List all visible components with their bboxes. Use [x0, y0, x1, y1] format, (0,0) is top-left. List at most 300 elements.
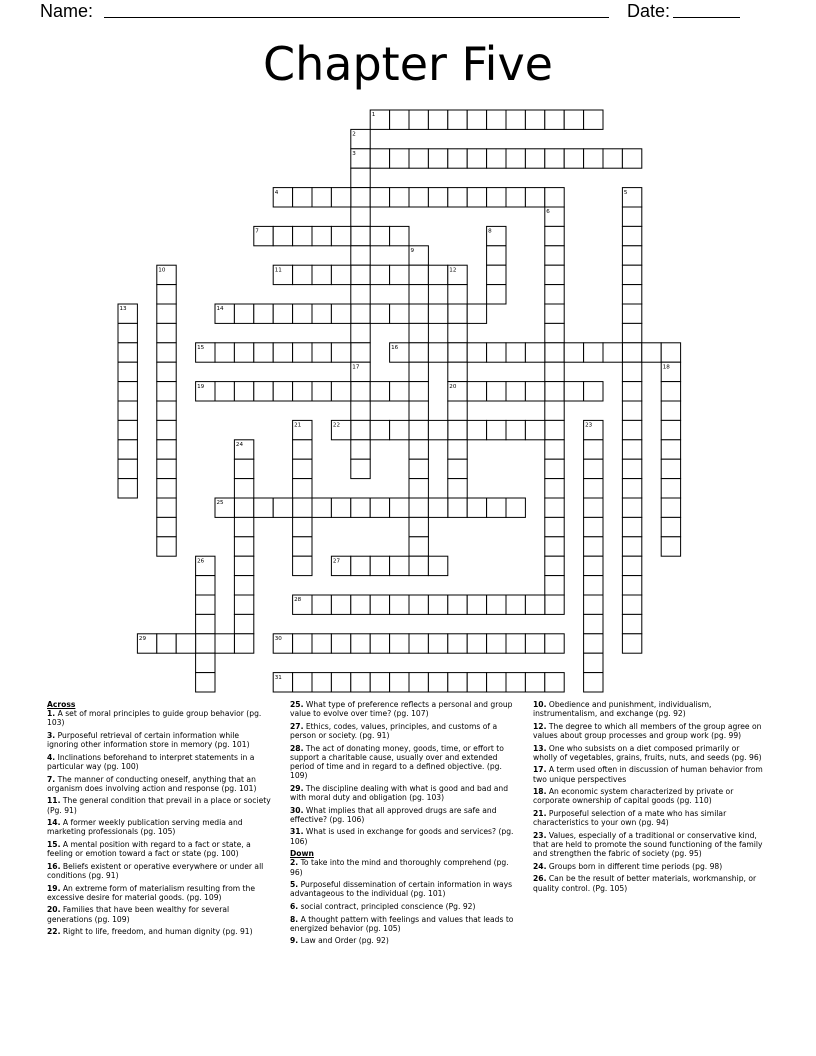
grid-cell[interactable]: [118, 440, 137, 459]
grid-cell[interactable]: [661, 420, 680, 439]
grid-cell[interactable]: [351, 207, 370, 226]
grid-cell[interactable]: [448, 188, 467, 207]
grid-cell[interactable]: [312, 188, 331, 207]
grid-cell[interactable]: [234, 479, 253, 498]
grid-cell[interactable]: [545, 401, 564, 420]
grid-cell[interactable]: [584, 110, 603, 129]
grid-cell[interactable]: [157, 420, 176, 439]
grid-cell[interactable]: [331, 673, 350, 692]
grid-cell[interactable]: [409, 188, 428, 207]
grid-cell[interactable]: [234, 382, 253, 401]
grid-cell[interactable]: [506, 382, 525, 401]
grid-cell[interactable]: [118, 343, 137, 362]
grid-cell[interactable]: [545, 323, 564, 342]
grid-cell[interactable]: [622, 401, 641, 420]
grid-cell[interactable]: [584, 343, 603, 362]
grid-cell[interactable]: [622, 207, 641, 226]
grid-cell[interactable]: [234, 537, 253, 556]
grid-cell[interactable]: [293, 226, 312, 245]
grid-cell[interactable]: [293, 537, 312, 556]
grid-cell[interactable]: [448, 498, 467, 517]
grid-cell[interactable]: [428, 343, 447, 362]
grid-cell[interactable]: [293, 498, 312, 517]
grid-cell[interactable]: [234, 595, 253, 614]
grid-cell[interactable]: [428, 188, 447, 207]
grid-cell[interactable]: [312, 634, 331, 653]
grid-cell[interactable]: [176, 634, 195, 653]
grid-cell[interactable]: [409, 401, 428, 420]
grid-cell[interactable]: [622, 595, 641, 614]
grid-cell[interactable]: [448, 110, 467, 129]
grid-cell[interactable]: [390, 149, 409, 168]
grid-cell[interactable]: [622, 614, 641, 633]
grid-cell[interactable]: [661, 537, 680, 556]
grid-cell[interactable]: [312, 265, 331, 284]
grid-cell[interactable]: [157, 517, 176, 536]
grid-cell[interactable]: [293, 382, 312, 401]
grid-cell[interactable]: [409, 517, 428, 536]
grid-cell[interactable]: [545, 556, 564, 575]
grid-cell[interactable]: [642, 343, 661, 362]
grid-cell[interactable]: [584, 382, 603, 401]
grid-cell[interactable]: [467, 595, 486, 614]
grid-cell[interactable]: [525, 634, 544, 653]
grid-cell[interactable]: [545, 517, 564, 536]
grid-cell[interactable]: [545, 246, 564, 265]
grid-cell[interactable]: [370, 188, 389, 207]
grid-cell[interactable]: [351, 673, 370, 692]
grid-cell[interactable]: [215, 634, 234, 653]
grid-cell[interactable]: [622, 285, 641, 304]
grid-cell[interactable]: [331, 265, 350, 284]
grid-cell[interactable]: [661, 382, 680, 401]
grid-cell[interactable]: [409, 479, 428, 498]
grid-cell[interactable]: [603, 343, 622, 362]
grid-cell[interactable]: [584, 595, 603, 614]
grid-cell[interactable]: [584, 149, 603, 168]
grid-cell[interactable]: [545, 440, 564, 459]
grid-cell[interactable]: [157, 401, 176, 420]
grid-cell[interactable]: [622, 362, 641, 381]
grid-cell[interactable]: [506, 343, 525, 362]
grid-cell[interactable]: [487, 498, 506, 517]
grid-cell[interactable]: [584, 556, 603, 575]
grid-cell[interactable]: [409, 382, 428, 401]
grid-cell[interactable]: [273, 343, 292, 362]
grid-cell[interactable]: [409, 265, 428, 284]
grid-cell[interactable]: [545, 420, 564, 439]
grid-cell[interactable]: [506, 420, 525, 439]
grid-cell[interactable]: [622, 323, 641, 342]
grid-cell[interactable]: [331, 304, 350, 323]
grid-cell[interactable]: [622, 382, 641, 401]
grid-cell[interactable]: [545, 265, 564, 284]
grid-cell[interactable]: [545, 188, 564, 207]
grid-cell[interactable]: [545, 673, 564, 692]
grid-cell[interactable]: [254, 343, 273, 362]
grid-cell[interactable]: [370, 304, 389, 323]
grid-cell[interactable]: [351, 440, 370, 459]
grid-cell[interactable]: [273, 304, 292, 323]
grid-cell[interactable]: [331, 343, 350, 362]
grid-cell[interactable]: [622, 537, 641, 556]
grid-cell[interactable]: [545, 382, 564, 401]
grid-cell[interactable]: [293, 265, 312, 284]
grid-cell[interactable]: [351, 459, 370, 478]
grid-cell[interactable]: [293, 634, 312, 653]
grid-cell[interactable]: [487, 420, 506, 439]
grid-cell[interactable]: [584, 479, 603, 498]
grid-cell[interactable]: [331, 382, 350, 401]
grid-cell[interactable]: [196, 653, 215, 672]
grid-cell[interactable]: [409, 556, 428, 575]
grid-cell[interactable]: [448, 420, 467, 439]
grid-cell[interactable]: [293, 673, 312, 692]
grid-cell[interactable]: [661, 401, 680, 420]
grid-cell[interactable]: [157, 634, 176, 653]
grid-cell[interactable]: [234, 498, 253, 517]
grid-cell[interactable]: [428, 556, 447, 575]
grid-cell[interactable]: [157, 382, 176, 401]
grid-cell[interactable]: [545, 362, 564, 381]
grid-cell[interactable]: [390, 188, 409, 207]
grid-cell[interactable]: [273, 226, 292, 245]
grid-cell[interactable]: [467, 498, 486, 517]
grid-cell[interactable]: [196, 595, 215, 614]
grid-cell[interactable]: [487, 673, 506, 692]
grid-cell[interactable]: [409, 149, 428, 168]
grid-cell[interactable]: [409, 362, 428, 381]
grid-cell[interactable]: [506, 498, 525, 517]
grid-cell[interactable]: [331, 595, 350, 614]
grid-cell[interactable]: [506, 673, 525, 692]
grid-cell[interactable]: [370, 498, 389, 517]
grid-cell[interactable]: [234, 556, 253, 575]
grid-cell[interactable]: [312, 595, 331, 614]
grid-cell[interactable]: [622, 265, 641, 284]
grid-cell[interactable]: [428, 498, 447, 517]
grid-cell[interactable]: [448, 362, 467, 381]
grid-cell[interactable]: [584, 517, 603, 536]
grid-cell[interactable]: [234, 614, 253, 633]
grid-cell[interactable]: [545, 459, 564, 478]
grid-cell[interactable]: [545, 595, 564, 614]
grid-cell[interactable]: [390, 265, 409, 284]
grid-cell[interactable]: [622, 634, 641, 653]
grid-cell[interactable]: [409, 304, 428, 323]
grid-cell[interactable]: [293, 188, 312, 207]
grid-cell[interactable]: [312, 304, 331, 323]
grid-cell[interactable]: [409, 595, 428, 614]
grid-cell[interactable]: [215, 382, 234, 401]
grid-cell[interactable]: [564, 343, 583, 362]
grid-cell[interactable]: [428, 265, 447, 284]
grid-cell[interactable]: [487, 595, 506, 614]
grid-cell[interactable]: [487, 110, 506, 129]
grid-cell[interactable]: [428, 110, 447, 129]
grid-cell[interactable]: [390, 556, 409, 575]
grid-cell[interactable]: [448, 401, 467, 420]
grid-cell[interactable]: [351, 382, 370, 401]
grid-cell[interactable]: [584, 498, 603, 517]
grid-cell[interactable]: [370, 226, 389, 245]
grid-cell[interactable]: [448, 149, 467, 168]
grid-cell[interactable]: [603, 149, 622, 168]
grid-cell[interactable]: [584, 634, 603, 653]
grid-cell[interactable]: [467, 149, 486, 168]
grid-cell[interactable]: [622, 420, 641, 439]
grid-cell[interactable]: [409, 537, 428, 556]
grid-cell[interactable]: [118, 323, 137, 342]
grid-cell[interactable]: [351, 343, 370, 362]
grid-cell[interactable]: [157, 362, 176, 381]
grid-cell[interactable]: [448, 323, 467, 342]
grid-cell[interactable]: [661, 517, 680, 536]
grid-cell[interactable]: [234, 304, 253, 323]
grid-cell[interactable]: [448, 343, 467, 362]
grid-cell[interactable]: [467, 110, 486, 129]
grid-cell[interactable]: [351, 634, 370, 653]
grid-cell[interactable]: [448, 285, 467, 304]
grid-cell[interactable]: [506, 188, 525, 207]
grid-cell[interactable]: [622, 498, 641, 517]
grid-cell[interactable]: [467, 188, 486, 207]
grid-cell[interactable]: [390, 634, 409, 653]
grid-cell[interactable]: [293, 479, 312, 498]
grid-cell[interactable]: [331, 188, 350, 207]
grid-cell[interactable]: [196, 634, 215, 653]
grid-cell[interactable]: [254, 382, 273, 401]
grid-cell[interactable]: [622, 459, 641, 478]
grid-cell[interactable]: [157, 459, 176, 478]
grid-cell[interactable]: [661, 343, 680, 362]
grid-cell[interactable]: [584, 459, 603, 478]
grid-cell[interactable]: [409, 420, 428, 439]
grid-cell[interactable]: [545, 576, 564, 595]
grid-cell[interactable]: [312, 226, 331, 245]
grid-cell[interactable]: [196, 576, 215, 595]
grid-cell[interactable]: [467, 382, 486, 401]
grid-cell[interactable]: [409, 323, 428, 342]
grid-cell[interactable]: [622, 304, 641, 323]
grid-cell[interactable]: [409, 285, 428, 304]
grid-cell[interactable]: [487, 246, 506, 265]
grid-cell[interactable]: [409, 459, 428, 478]
grid-cell[interactable]: [622, 556, 641, 575]
grid-cell[interactable]: [234, 459, 253, 478]
grid-cell[interactable]: [157, 323, 176, 342]
grid-cell[interactable]: [390, 498, 409, 517]
grid-cell[interactable]: [351, 188, 370, 207]
grid-cell[interactable]: [487, 285, 506, 304]
grid-cell[interactable]: [525, 343, 544, 362]
grid-cell[interactable]: [351, 285, 370, 304]
grid-cell[interactable]: [370, 149, 389, 168]
grid-cell[interactable]: [390, 304, 409, 323]
grid-cell[interactable]: [584, 653, 603, 672]
grid-cell[interactable]: [312, 343, 331, 362]
grid-cell[interactable]: [661, 440, 680, 459]
grid-cell[interactable]: [157, 537, 176, 556]
grid-cell[interactable]: [545, 285, 564, 304]
grid-cell[interactable]: [215, 343, 234, 362]
grid-cell[interactable]: [409, 440, 428, 459]
grid-cell[interactable]: [196, 673, 215, 692]
grid-cell[interactable]: [409, 634, 428, 653]
grid-cell[interactable]: [545, 479, 564, 498]
grid-cell[interactable]: [157, 304, 176, 323]
grid-cell[interactable]: [487, 382, 506, 401]
grid-cell[interactable]: [467, 420, 486, 439]
grid-cell[interactable]: [409, 498, 428, 517]
grid-cell[interactable]: [428, 595, 447, 614]
grid-cell[interactable]: [118, 362, 137, 381]
grid-cell[interactable]: [428, 149, 447, 168]
grid-cell[interactable]: [622, 226, 641, 245]
grid-cell[interactable]: [506, 110, 525, 129]
grid-cell[interactable]: [118, 401, 137, 420]
grid-cell[interactable]: [622, 517, 641, 536]
grid-cell[interactable]: [351, 226, 370, 245]
grid-cell[interactable]: [545, 634, 564, 653]
grid-cell[interactable]: [331, 498, 350, 517]
grid-cell[interactable]: [234, 517, 253, 536]
grid-cell[interactable]: [312, 498, 331, 517]
grid-cell[interactable]: [584, 537, 603, 556]
grid-cell[interactable]: [564, 382, 583, 401]
grid-cell[interactable]: [234, 576, 253, 595]
grid-cell[interactable]: [409, 673, 428, 692]
grid-cell[interactable]: [622, 246, 641, 265]
grid-cell[interactable]: [487, 188, 506, 207]
grid-cell[interactable]: [525, 595, 544, 614]
grid-cell[interactable]: [293, 304, 312, 323]
grid-cell[interactable]: [525, 420, 544, 439]
grid-cell[interactable]: [331, 226, 350, 245]
grid-cell[interactable]: [293, 459, 312, 478]
grid-cell[interactable]: [312, 673, 331, 692]
grid-cell[interactable]: [487, 265, 506, 284]
grid-cell[interactable]: [118, 382, 137, 401]
grid-cell[interactable]: [351, 304, 370, 323]
grid-cell[interactable]: [545, 149, 564, 168]
grid-cell[interactable]: [428, 304, 447, 323]
grid-cell[interactable]: [390, 382, 409, 401]
grid-cell[interactable]: [467, 673, 486, 692]
grid-cell[interactable]: [351, 420, 370, 439]
grid-cell[interactable]: [622, 343, 641, 362]
grid-cell[interactable]: [351, 265, 370, 284]
grid-cell[interactable]: [293, 343, 312, 362]
grid-cell[interactable]: [370, 556, 389, 575]
grid-cell[interactable]: [448, 304, 467, 323]
grid-cell[interactable]: [525, 149, 544, 168]
grid-cell[interactable]: [118, 459, 137, 478]
grid-cell[interactable]: [584, 673, 603, 692]
grid-cell[interactable]: [448, 440, 467, 459]
grid-cell[interactable]: [506, 595, 525, 614]
grid-cell[interactable]: [661, 459, 680, 478]
grid-cell[interactable]: [545, 343, 564, 362]
grid-cell[interactable]: [622, 149, 641, 168]
grid-cell[interactable]: [351, 401, 370, 420]
grid-cell[interactable]: [351, 498, 370, 517]
grid-cell[interactable]: [487, 149, 506, 168]
grid-cell[interactable]: [351, 168, 370, 187]
grid-cell[interactable]: [118, 420, 137, 439]
grid-cell[interactable]: [293, 556, 312, 575]
grid-cell[interactable]: [370, 595, 389, 614]
grid-cell[interactable]: [545, 226, 564, 245]
grid-cell[interactable]: [428, 673, 447, 692]
grid-cell[interactable]: [370, 634, 389, 653]
grid-cell[interactable]: [409, 110, 428, 129]
grid-cell[interactable]: [293, 517, 312, 536]
grid-cell[interactable]: [467, 343, 486, 362]
grid-cell[interactable]: [622, 576, 641, 595]
grid-cell[interactable]: [312, 382, 331, 401]
grid-cell[interactable]: [525, 673, 544, 692]
grid-cell[interactable]: [293, 440, 312, 459]
grid-cell[interactable]: [254, 304, 273, 323]
grid-cell[interactable]: [157, 479, 176, 498]
grid-cell[interactable]: [506, 634, 525, 653]
grid-cell[interactable]: [564, 149, 583, 168]
grid-cell[interactable]: [448, 673, 467, 692]
grid-cell[interactable]: [584, 614, 603, 633]
grid-cell[interactable]: [661, 498, 680, 517]
grid-cell[interactable]: [622, 479, 641, 498]
grid-cell[interactable]: [409, 343, 428, 362]
grid-cell[interactable]: [118, 479, 137, 498]
grid-cell[interactable]: [351, 556, 370, 575]
grid-cell[interactable]: [370, 382, 389, 401]
grid-cell[interactable]: [390, 420, 409, 439]
grid-cell[interactable]: [525, 110, 544, 129]
grid-cell[interactable]: [525, 382, 544, 401]
grid-cell[interactable]: [157, 498, 176, 517]
grid-cell[interactable]: [351, 595, 370, 614]
grid-cell[interactable]: [254, 498, 273, 517]
grid-cell[interactable]: [467, 304, 486, 323]
grid-cell[interactable]: [157, 285, 176, 304]
grid-cell[interactable]: [622, 440, 641, 459]
grid-cell[interactable]: [545, 498, 564, 517]
grid-cell[interactable]: [448, 459, 467, 478]
grid-cell[interactable]: [545, 537, 564, 556]
grid-cell[interactable]: [448, 634, 467, 653]
grid-cell[interactable]: [448, 479, 467, 498]
grid-cell[interactable]: [390, 226, 409, 245]
grid-cell[interactable]: [196, 614, 215, 633]
grid-cell[interactable]: [370, 265, 389, 284]
grid-cell[interactable]: [564, 110, 583, 129]
grid-cell[interactable]: [273, 382, 292, 401]
grid-cell[interactable]: [370, 420, 389, 439]
grid-cell[interactable]: [487, 634, 506, 653]
grid-cell[interactable]: [390, 595, 409, 614]
grid-cell[interactable]: [661, 479, 680, 498]
grid-cell[interactable]: [428, 420, 447, 439]
grid-cell[interactable]: [370, 673, 389, 692]
grid-cell[interactable]: [157, 343, 176, 362]
grid-cell[interactable]: [525, 188, 544, 207]
grid-cell[interactable]: [351, 246, 370, 265]
grid-cell[interactable]: [428, 634, 447, 653]
grid-cell[interactable]: [545, 110, 564, 129]
grid-cell[interactable]: [545, 304, 564, 323]
grid-cell[interactable]: [157, 440, 176, 459]
